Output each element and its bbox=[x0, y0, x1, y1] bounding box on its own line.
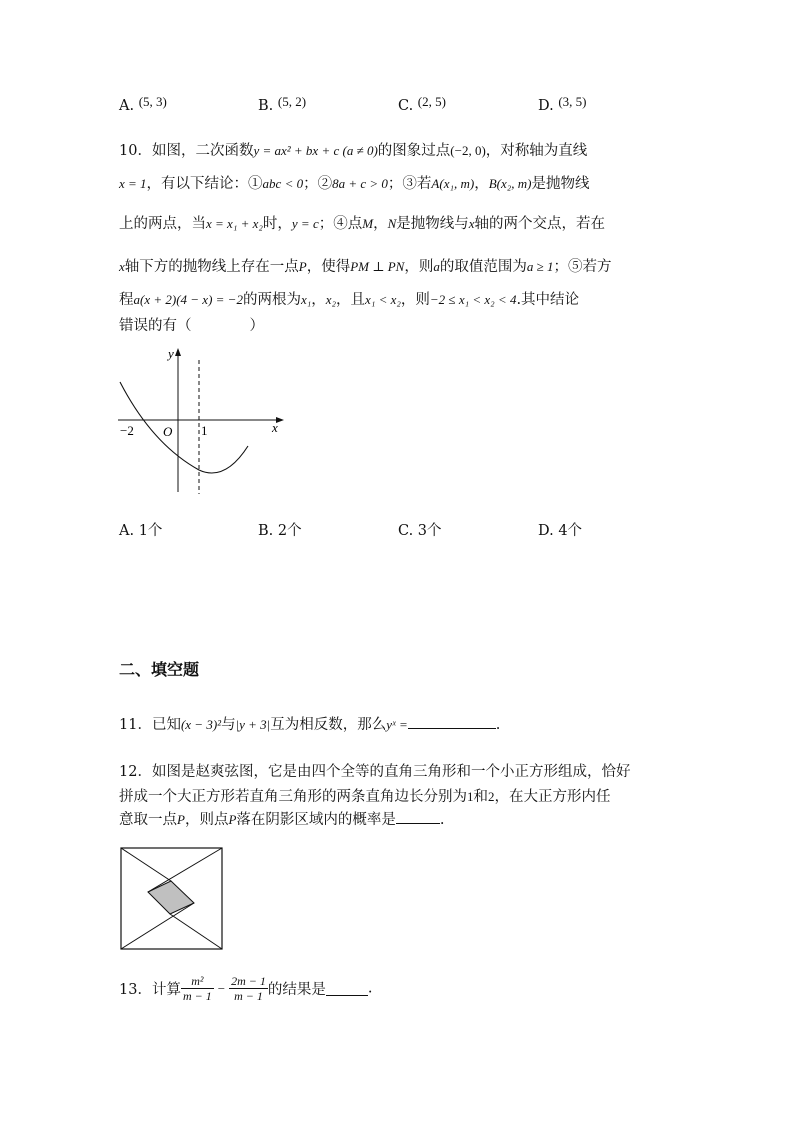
q10-text: 10．如图，二次函数 bbox=[119, 143, 254, 159]
q10-text: .其中结论 bbox=[516, 292, 580, 308]
q10-point-a: A(x₁, m) bbox=[431, 176, 475, 191]
q13-answer-blank[interactable] bbox=[326, 981, 368, 996]
q11-answer-blank[interactable] bbox=[408, 714, 496, 729]
q10-choice-letter: B. bbox=[258, 523, 274, 539]
q13-fraction-1-den: m − 1 bbox=[182, 989, 212, 1003]
q13-end: . bbox=[367, 980, 373, 997]
q10-choice-value: 3个 bbox=[417, 523, 442, 539]
q10-conclusion-2: 8a + c > 0 bbox=[332, 176, 388, 191]
q11-line bbox=[119, 713, 500, 734]
q10-line-5 bbox=[119, 288, 579, 309]
q9-choice-b bbox=[258, 94, 307, 114]
q13-fraction-2-num: 2m − 1 bbox=[231, 974, 266, 988]
q10-line-2 bbox=[119, 172, 589, 193]
q9-choice-letter: C. bbox=[398, 98, 414, 114]
q9-choice-value: (2, 5) bbox=[417, 94, 446, 109]
q10-expr: x = x₁ + x₂ bbox=[206, 216, 263, 231]
q10-text: 点 bbox=[347, 216, 363, 232]
q13-text: 13．计算 bbox=[119, 982, 181, 998]
q9-choice-value: (3, 5) bbox=[558, 94, 587, 109]
q9-choice-c bbox=[398, 94, 446, 114]
q10-circled-num: ⑤ bbox=[567, 259, 583, 275]
q10-choice-letter: A. bbox=[119, 523, 135, 539]
q12-text: ，在大正方形内任 bbox=[494, 789, 611, 805]
q12-line-1 bbox=[119, 760, 630, 781]
q10-point-b: B(x₂, m) bbox=[488, 176, 532, 191]
q10-sep: ， bbox=[373, 216, 388, 232]
q10-choice-letter: D. bbox=[538, 523, 554, 539]
q12-text: 意取一点 bbox=[119, 812, 177, 828]
q10-circled-num: ② bbox=[317, 176, 333, 192]
q10-text: 程 bbox=[119, 292, 134, 308]
q10-expr: a ≥ 1 bbox=[526, 259, 554, 274]
q10-var: x bbox=[468, 216, 475, 231]
q12-text: 12．如图是赵爽弦图，它是由四个全等的直角三角形和一个小正方形组成，恰好 bbox=[119, 764, 631, 780]
q9-choice-letter: D. bbox=[538, 98, 554, 114]
q11-expr: |y + 3| bbox=[235, 717, 271, 732]
q11-expr: yˣ = bbox=[386, 717, 408, 732]
q13-line bbox=[119, 974, 372, 1003]
q10-choice-b bbox=[258, 519, 302, 540]
q10-sep: ； bbox=[318, 216, 334, 232]
q11-text: 11．已知 bbox=[119, 717, 181, 733]
q10-line-4 bbox=[119, 255, 611, 276]
q10-text: 轴的两个交点，若在 bbox=[474, 216, 606, 232]
parabola-graph bbox=[112, 342, 292, 497]
q13-fraction-1-num: m² bbox=[181, 974, 214, 989]
q10-choice-d bbox=[538, 519, 582, 540]
q12-text: 落在阴影区域内的概率是 bbox=[236, 812, 396, 828]
q10-text: ，则 bbox=[404, 259, 434, 275]
y-axis-arrow bbox=[175, 348, 181, 356]
q10-line-6 bbox=[119, 314, 264, 335]
q9-choices bbox=[119, 94, 679, 120]
q10-sep: ， bbox=[311, 292, 326, 308]
q10-text: 轴下方的抛物线上存在一点 bbox=[124, 259, 299, 275]
origin-label: O bbox=[163, 424, 173, 439]
q12-text: 拼成一个大正方形若直角三角形的两条直角边长分别为 bbox=[119, 789, 467, 805]
q13-text: 的结果是 bbox=[267, 982, 326, 998]
y-axis-label: y bbox=[168, 346, 174, 361]
neg-two-label: −2 bbox=[120, 423, 134, 438]
q12-answer-blank[interactable] bbox=[396, 809, 440, 824]
q12-number: 2 bbox=[488, 789, 495, 804]
zhao-shuang-diagram bbox=[118, 846, 226, 952]
q10-text: 时， bbox=[262, 216, 292, 232]
q10-expr: PM ⊥ PN bbox=[350, 259, 405, 274]
parabola-curve bbox=[120, 382, 248, 473]
q11-expr: (x − 3)² bbox=[180, 717, 222, 732]
q12-var: P bbox=[228, 812, 237, 827]
q10-text: 的图象过点 bbox=[377, 143, 451, 159]
section-title: 二、填空题 bbox=[119, 660, 200, 679]
q10-text: ，则 bbox=[400, 292, 430, 308]
q13-minus: − bbox=[217, 980, 226, 996]
q10-choice-value: 2个 bbox=[277, 523, 302, 539]
q10-text: ，使得 bbox=[306, 259, 351, 275]
q10-sep: ； bbox=[387, 176, 403, 192]
q10-text: 是抛物线 bbox=[531, 176, 590, 192]
q10-choice-value: 1个 bbox=[138, 523, 163, 539]
q10-text: ，对称轴为直线 bbox=[485, 143, 588, 159]
q10-circled-num: ③ bbox=[402, 176, 417, 192]
q13-fraction-2 bbox=[229, 974, 268, 1003]
q12-text: ，则点 bbox=[184, 812, 229, 828]
q11-text: 互为相反数，那么 bbox=[270, 717, 387, 733]
q10-expr: x₁ < x₂ bbox=[365, 292, 401, 307]
q9-choice-letter: B. bbox=[258, 98, 274, 114]
q10-text: 若 bbox=[416, 176, 432, 192]
q9-choice-letter: A. bbox=[119, 98, 135, 114]
q10-conclusion-1: abc < 0 bbox=[262, 176, 304, 191]
q12-text: 和 bbox=[473, 789, 488, 805]
q9-choice-value: (5, 3) bbox=[138, 94, 167, 109]
q10-circled-num: ④ bbox=[333, 216, 348, 232]
q10-var: M bbox=[362, 216, 374, 231]
q12-var: P bbox=[177, 812, 185, 827]
q10-choice-c bbox=[398, 519, 442, 540]
q10-text: 是抛物线与 bbox=[396, 216, 469, 232]
q10-text: ，且 bbox=[336, 292, 366, 308]
q10-choice-a bbox=[119, 519, 162, 540]
q10-text: 的取值范围为 bbox=[439, 259, 527, 275]
q10-line-1 bbox=[119, 139, 587, 160]
q10-line-3 bbox=[119, 212, 605, 233]
q12-line-2 bbox=[119, 785, 611, 806]
q11-text: 与 bbox=[221, 717, 236, 733]
q10-expr: y = c bbox=[291, 216, 319, 231]
q12-line-3 bbox=[119, 808, 445, 829]
q10-function-expr: y = ax² + bx + c (a ≠ 0) bbox=[253, 143, 378, 158]
q9-choice-d bbox=[538, 94, 587, 114]
q10-text: 上的两点，当 bbox=[119, 216, 206, 232]
q10-var: x₁ bbox=[300, 292, 312, 307]
q10-question-tail: 错误的有（ ） bbox=[119, 318, 264, 334]
q10-choices bbox=[119, 519, 679, 541]
q13-fraction-2-den: m − 1 bbox=[234, 989, 263, 1003]
q10-sep: ； bbox=[553, 259, 568, 275]
q12-end: . bbox=[439, 812, 445, 828]
q10-text: ，有以下结论： bbox=[146, 176, 249, 192]
q10-var: N bbox=[387, 216, 397, 231]
q10-var: a bbox=[433, 259, 440, 274]
q10-sep: ； bbox=[303, 176, 318, 192]
q10-circled-num: ① bbox=[248, 176, 263, 192]
q10-point: (−2, 0) bbox=[450, 143, 486, 158]
q12-number: 1 bbox=[467, 789, 474, 804]
q10-choice-value: 4个 bbox=[558, 523, 583, 539]
q10-sep: ， bbox=[474, 176, 489, 192]
q10-choice-letter: C. bbox=[398, 523, 414, 539]
q9-choice-value: (5, 2) bbox=[277, 94, 307, 109]
q10-var: P bbox=[298, 259, 307, 274]
q10-text: 的两根为 bbox=[242, 292, 301, 308]
q10-var: x₂ bbox=[325, 292, 337, 307]
q10-text: 若方 bbox=[582, 259, 612, 275]
q10-var: x bbox=[119, 259, 125, 274]
q9-choice-a bbox=[119, 94, 167, 114]
x-axis-label: x bbox=[272, 420, 278, 435]
q13-fraction-1 bbox=[181, 974, 214, 1003]
q11-end: . bbox=[495, 717, 501, 733]
q10-expr: −2 ≤ x₁ < x₂ < 4 bbox=[429, 292, 517, 307]
q10-axis-expr: x = 1 bbox=[119, 176, 147, 191]
q10-equation: a(x + 2)(4 − x) = −2 bbox=[133, 292, 243, 307]
one-label: 1 bbox=[201, 423, 208, 438]
